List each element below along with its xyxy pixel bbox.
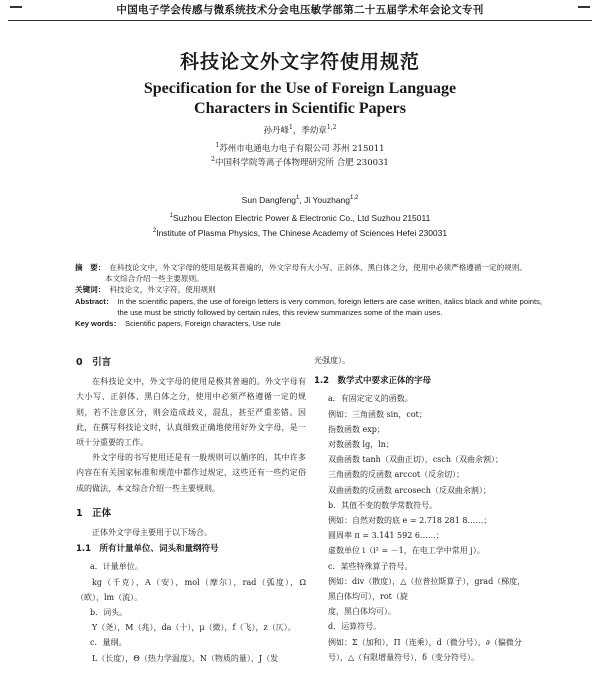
author-2-en: Ji Youzhang <box>304 195 350 205</box>
title-english <box>0 79 600 119</box>
title-english-line-2: Characters in Scientific Papers <box>194 100 406 117</box>
item-b-i: 虚数单位 i（i² = －1，在电工学中常用 j）。 <box>328 546 485 556</box>
item-a-functions: a．有固定定义的函数。 <box>328 394 413 404</box>
item-a-hyperbolic: 双曲函数 tanh（双曲正切），csch（双曲余割）； <box>328 455 504 465</box>
keywords-zh-label: 关键词： <box>75 285 106 294</box>
affiliation-zh-1 <box>0 142 600 154</box>
affil-zh-2-sup: 2 <box>211 156 215 164</box>
header-rule <box>8 20 592 21</box>
item-c-examples-2: 度，黑白体均可）。 <box>328 607 396 617</box>
section-1-1-heading: 1.1 所有计量单位、词头和量纲符号 <box>76 544 219 555</box>
abstract-en-text: In the scientific papers, the use of foreign letters is very common, foreign letters are case written, italics black and white points, the use must be strictly followed by certain rules, this review summarizes some of the main uses. <box>117 297 543 317</box>
title-english-line-1: Specification for the Use of Foreign Language <box>143 80 457 97</box>
author-1-en-sup: 1 <box>296 195 300 202</box>
section-1-2-heading: 1.2 数学式中要求正体的字母 <box>314 376 432 387</box>
item-a-log: 对数函数 lg，ln； <box>328 440 394 450</box>
abstract-zh-text-2: 本文综合介绍一些主要原则。 <box>105 274 204 283</box>
right-column-continuation: 光强度）。 <box>314 356 350 365</box>
item-b-e: 例如：自然对数的底 e = 2.718 281 8……； <box>328 516 492 526</box>
affil-en-2-text: Institute of Plasma Physics, The Chinese Academy of Sciences Hefei 230031 <box>156 228 448 238</box>
abstract-english <box>75 296 545 329</box>
keywords-en-label: Key words： <box>75 319 121 328</box>
item-c-operators: c．某些特殊算子符号。 <box>328 561 413 571</box>
author-1-zh-sup: 1 <box>289 124 293 132</box>
abstract-chinese <box>75 262 545 295</box>
affil-en-1-text: Suzhou Electon Electric Power & Electronic Co., Ltd Suzhou 215011 <box>172 213 431 223</box>
abstract-en-label: Abstract： <box>75 297 114 306</box>
left-column <box>76 353 306 666</box>
header-dash-left <box>10 6 22 8</box>
right-column <box>314 353 526 665</box>
item-b-pi: 圆周率 π = 3.141 592 6……； <box>328 531 444 541</box>
item-d-operation-symbols: d．运算符号。 <box>328 622 382 632</box>
title-chinese: 科技论文外文字符使用规范 <box>179 51 420 73</box>
affiliation-zh-2 <box>0 156 600 168</box>
affil-en-1-sup: 1 <box>169 213 173 220</box>
section-0-heading: 0 引言 <box>76 357 112 368</box>
keywords-en-text: Scientific papers, Foreign characters, Use rule <box>125 319 281 328</box>
item-a-exp: 指数函数 exp； <box>328 424 385 434</box>
item-b-constants: b．其值不变的数学常数符号。 <box>328 500 438 510</box>
item-a-inverse-trig: 三角函数的反函数 arccot（反余切）； <box>328 470 465 480</box>
section-1-intro: 正体外文字母主要用于以下场合。 <box>92 528 212 538</box>
abstract-zh-text: 在科技论文中，外文字母的使用是极其普遍的，外文字母有大小写、正斜体、黑白体之分，使用中必须严格遵循一定的规则。 <box>109 263 528 272</box>
affiliation-en-2 <box>0 228 600 238</box>
item-a-units: a．计量单位。 <box>90 562 143 572</box>
running-head: 中国电子学会传感与微系统技术分会电压敏学部第二十五届学术年会论文专刊 <box>116 4 484 16</box>
authors-english <box>0 195 600 205</box>
author-2-zh: 季幼章 <box>301 126 327 136</box>
author-1-en: Sun Dangfeng <box>241 195 297 205</box>
item-b-prefixes: b．词头。 <box>90 608 128 618</box>
affil-en-2-sup: 2 <box>152 228 157 235</box>
section-0-paragraph-2: 外文字母的书写使用还是有一般规则可以循序的，其中许多内容在有关国家标准和规范中都作过规定，这些还有一些约定俗成的做法，本文综合介绍一些主要规则。 <box>76 453 306 493</box>
affil-zh-1-sup: 1 <box>215 142 220 150</box>
author-2-en-sup: 1,2 <box>349 195 359 202</box>
header-dash-right <box>578 6 590 8</box>
section-0-paragraph-1: 在科技论文中，外文字母的使用是极其普遍的。外文字母有大小写、正斜体、黑白体之分，使用中必须严格遵循一定的规则，若不注意区分，则会造成歧义，混乱，甚至严重差错。因此，在撰写科技论文时，认真细致正确地使用好外文字母，是一项十分重要的工作。 <box>76 377 306 448</box>
item-c-examples: 例如：div（散度），△（拉普拉斯算子），grad（梯度，黑白体均可），rot（旋 <box>328 576 526 602</box>
item-a-units-text: kg（千克），A（安），mol（摩尔），rad（弧度），Ω（欧），lm（流）。 <box>76 577 306 602</box>
item-c-dimensions: c．量纲。 <box>90 638 127 648</box>
affil-zh-1-text: 苏州市电通电力电子有限公司 苏州 215011 <box>219 144 385 154</box>
affiliation-en-1 <box>0 213 600 223</box>
author-2-zh-sup: 1,2 <box>326 124 337 132</box>
item-d-examples: 例如：Σ（加和），Π（连乘），d（微分号），∂（偏微分号），△（有限增量符号），δ（变分符号）。 <box>328 637 522 662</box>
author-1-zh: 孙丹峰 <box>263 126 290 136</box>
keywords-zh-text: 科技论文，外文字符，使用规则 <box>109 285 216 294</box>
item-a-inverse-hyperbolic: 双曲函数的反函数 arcosech（反双曲余割）； <box>328 485 491 495</box>
author-sep-zh: ， <box>292 126 302 136</box>
authors-chinese <box>0 124 600 136</box>
affil-zh-2-text: 中国科学院等离子体物理研究所 合肥 230031 <box>214 158 389 168</box>
section-1-heading: 1 正体 <box>76 507 112 519</box>
item-b-prefixes-text: Y（尧），M（兆），da（十），μ（微），f（飞），z（仄）。 <box>92 623 296 633</box>
author-sep-en: , <box>299 195 302 205</box>
item-c-dimensions-text: L（长度），Θ（热力学温度），N（物质的量），J（发 <box>92 653 279 663</box>
item-a-trig: 例如：三角函数 sin，cot； <box>328 409 427 419</box>
abstract-zh-label: 摘 要： <box>75 263 106 272</box>
